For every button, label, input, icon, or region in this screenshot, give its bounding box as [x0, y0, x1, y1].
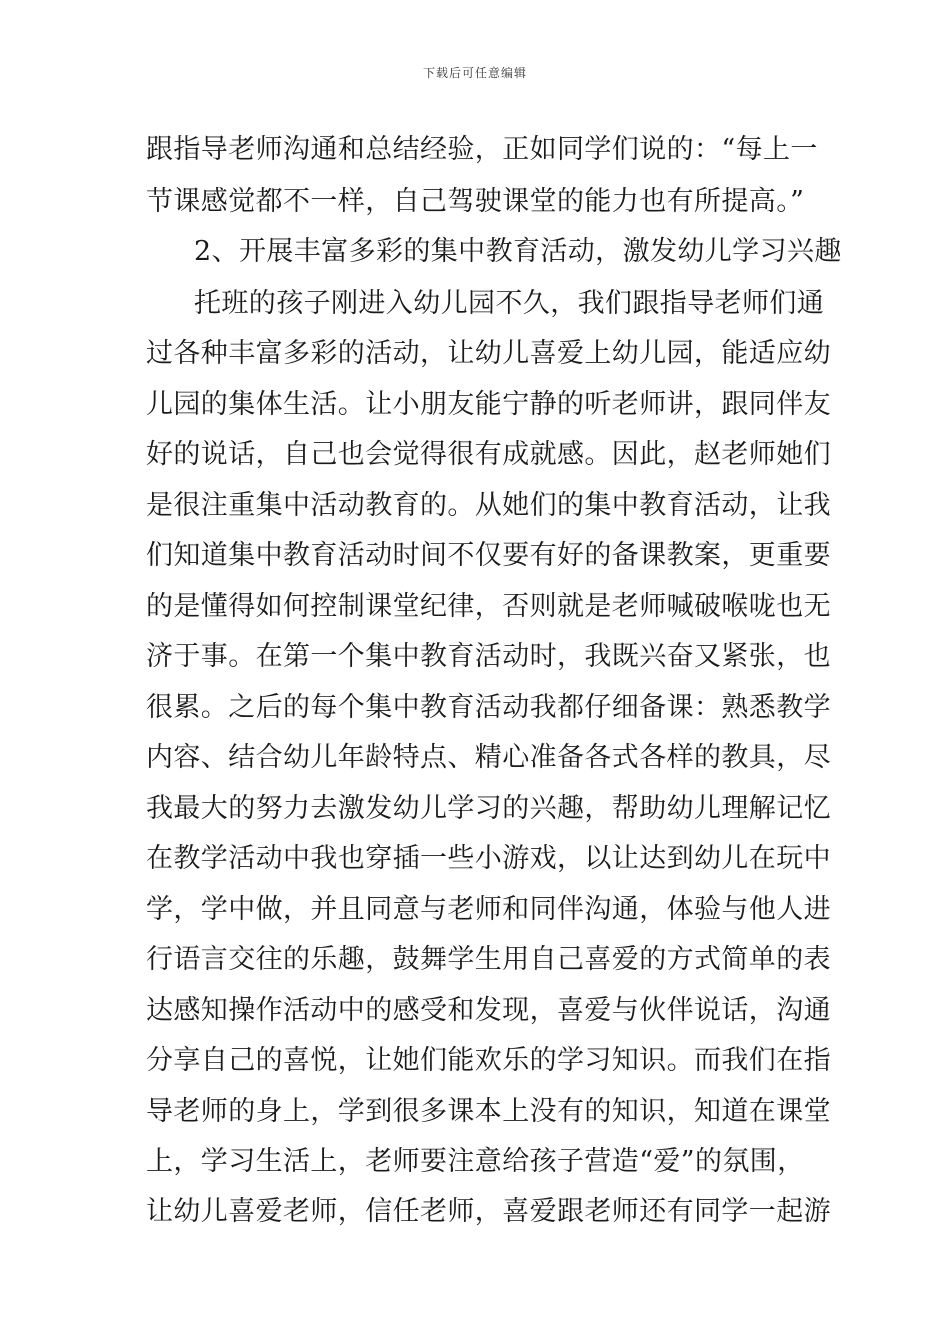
text-line: 内容、结合幼儿年龄特点、精心准备各式各样的教具，尽: [146, 742, 831, 773]
page-header: 下载后可任意编辑: [422, 66, 527, 80]
text-line: 们知道集中教育活动时间不仅要有好的备课教案，更重要: [146, 540, 831, 571]
text-line: 节课感觉都不一样，自己驾驶课堂的能力也有所提高。”: [146, 186, 805, 217]
text-line: 上，学习生活上，老师要注意给孩子营造“爱”的氛围，: [146, 1146, 805, 1177]
text-line: 儿园的集体生活。让小朋友能宁静的听老师讲，跟同伴友: [146, 389, 831, 420]
text-line: 的是懂得如何控制课堂纪律，否则就是老师喊破喉咙也无: [146, 591, 831, 622]
text-line: 过各种丰富多彩的活动，让幼儿喜爱上幼儿园，能适应幼: [146, 338, 831, 369]
text-line: 达感知操作活动中的感受和发现，喜爱与伙伴说话，沟通: [146, 995, 831, 1026]
text-line: 学，学中做，并且同意与老师和同伴沟通，体验与他人进: [146, 894, 831, 925]
text-line: 分享自己的喜悦，让她们能欢乐的学习知识。而我们在指: [146, 1045, 831, 1076]
text-line: 在教学活动中我也穿插一些小游戏，以让达到幼儿在玩中: [146, 843, 831, 874]
text-line: 导老师的身上，学到很多课本上没有的知识，知道在课堂: [146, 1096, 831, 1127]
section-heading: 2、开展丰富多彩的集中教育活动，激发幼儿学习兴趣: [194, 236, 842, 267]
text-line: 很累。之后的每个集中教育活动我都仔细备课：熟悉教学: [146, 692, 831, 723]
text-line: 跟指导老师沟通和总结经验，正如同学们说的：“每上一: [146, 134, 818, 165]
text-line: 济于事。在第一个集中教育活动时，我既兴奋又紧张，也: [146, 641, 831, 672]
text-line: 让幼儿喜爱老师，信任老师，喜爱跟老师还有同学一起游: [146, 1196, 831, 1227]
text-line: 行语言交往的乐趣，鼓舞学生用自己喜爱的方式简单的表: [146, 944, 831, 975]
text-line: 好的说话，自己也会觉得很有成就感。因此，赵老师她们: [146, 439, 831, 470]
text-line: 托班的孩子刚进入幼儿园不久，我们跟指导老师们通: [194, 288, 825, 319]
text-line: 是很注重集中活动教育的。从她们的集中教育活动，让我: [146, 490, 831, 521]
text-line: 我最大的努力去激发幼儿学习的兴趣，帮助幼儿理解记忆: [146, 793, 831, 824]
